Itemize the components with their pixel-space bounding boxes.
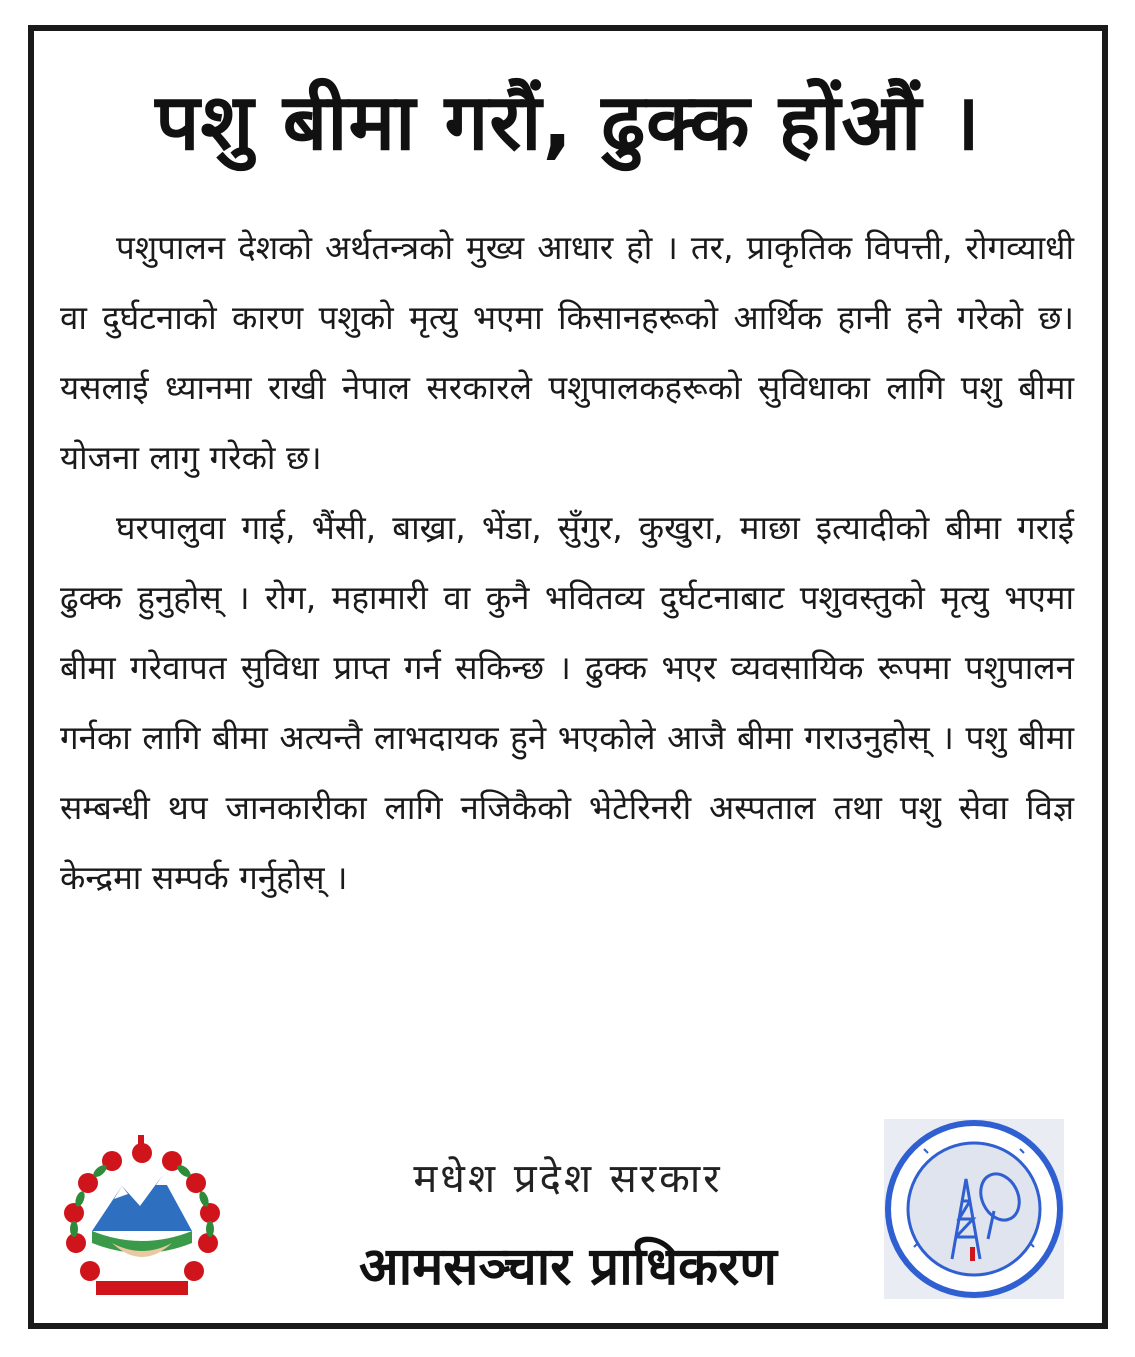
authority-name: आमसञ्चार प्राधिकरण bbox=[359, 1237, 777, 1297]
notice-frame bbox=[28, 25, 1108, 1329]
headline: पशु बीमा गरौं, ढुक्क होंऔं । bbox=[155, 78, 981, 168]
paragraph-2: घरपालुवा गाई, भैंसी, बाख्रा, भेंडा, सुँगुर, कुखुरा, माछा इत्यादीको बीमा गराई ढुक्क हुनुहोस् । रोग, महामारी वा कुनै भवितव्य दुर्घटनाबाट पशुवस्तुको मृत्यु भएमा बीमा गरेवापत सुविधा प्राप्त गर्न सकिन्छ । ढुक्क भएर व्यवसायिक रूपमा पशुपालन गर्नका लागि बीमा अत्यन्तै लाभदायक हुने भएकोले आजै बीमा गराउनुहोस् । पशु बीमा सम्बन्धी थप जानकारीका लागि नजिकैको भेटेरिनरी अस्पताल तथा पशु सेवा विज्ञ केन्द्रमा सम्पर्क गर्नुहोस् । bbox=[60, 508, 1074, 897]
government-name: मधेश प्रदेश सरकार bbox=[413, 1156, 723, 1202]
notice-body bbox=[60, 213, 1074, 913]
communication-tower-emblem-icon bbox=[884, 1119, 1064, 1299]
paragraph-1: पशुपालन देशको अर्थतन्त्रको मुख्य आधार हो । तर, प्राकृतिक विपत्ती, रोगव्याधी वा दुर्घटनाको कारण पशुको मृत्यु भएमा किसानहरूको आर्थिक हानी हने गरेको छ। यसलाई ध्यानमा राखी नेपाल सरकारले पशुपालकहरूको सुविधाका लागि पशु बीमा योजना लागु गरेको छ। bbox=[60, 228, 1074, 477]
